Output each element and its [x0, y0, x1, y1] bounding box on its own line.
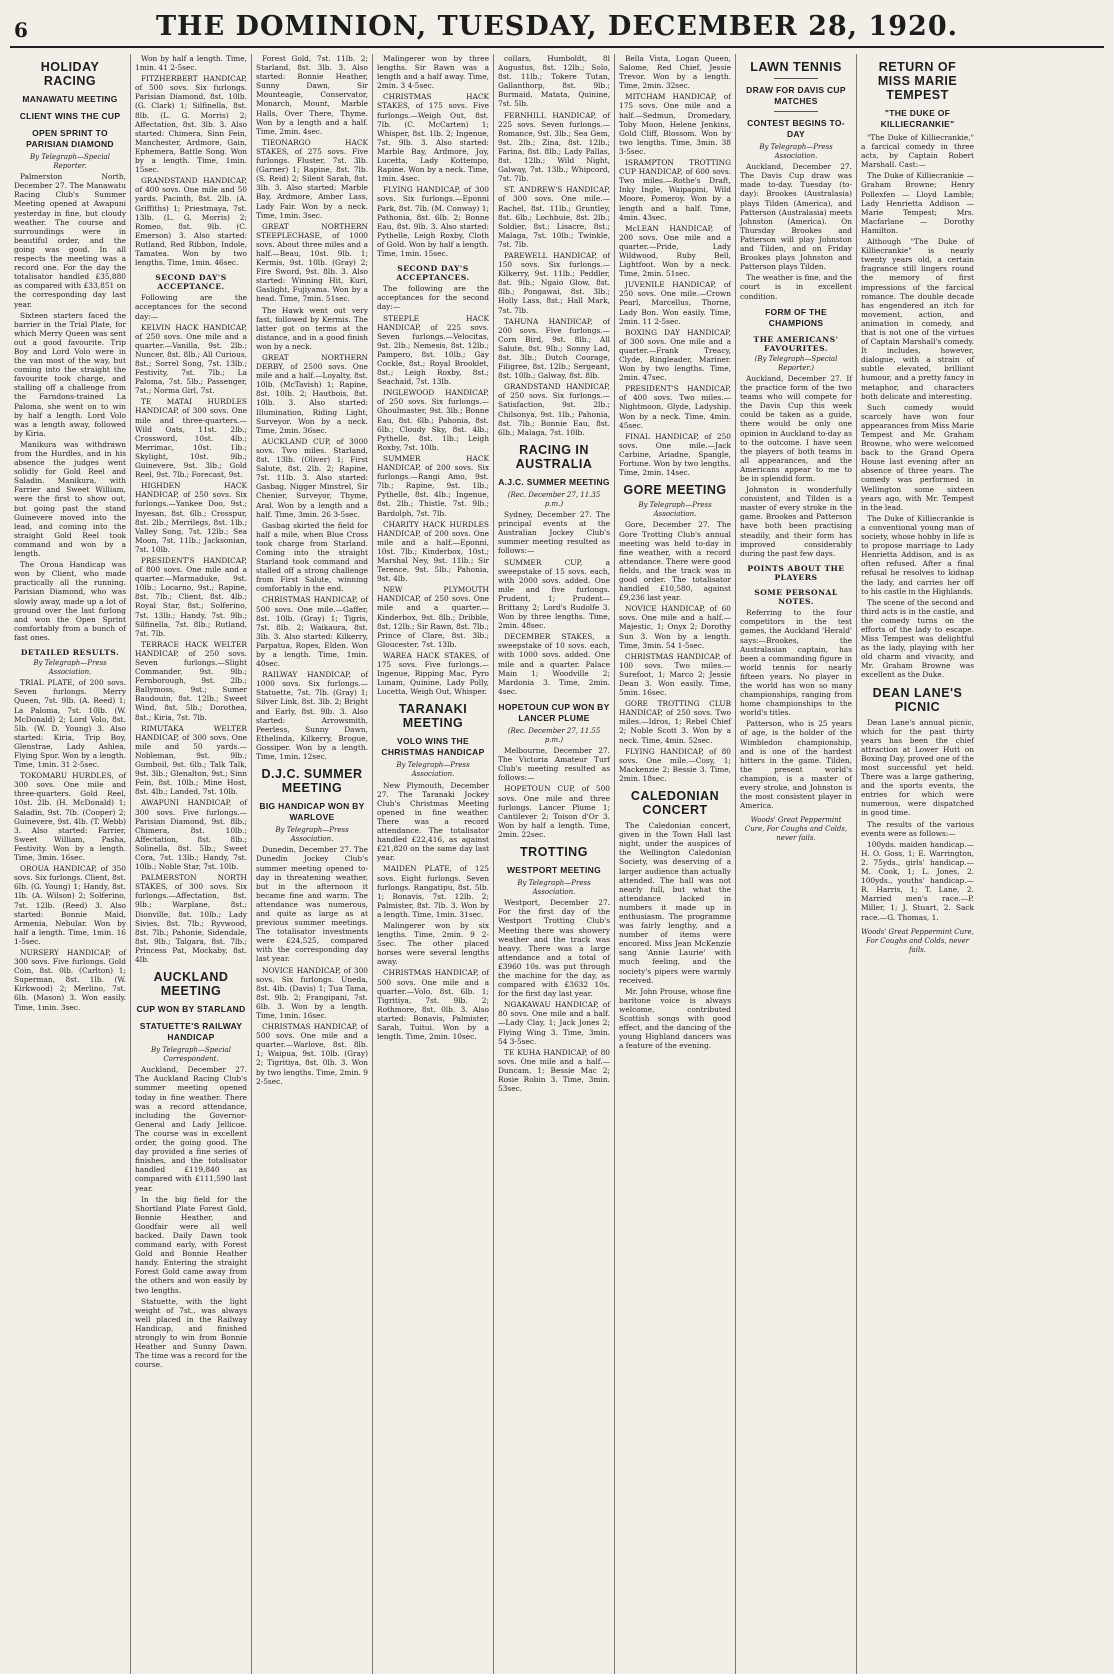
article-paragraph: McLEAN HANDICAP, of 200 sovs. One mile and a quarter.—Pride, Lady Wildwood, Ruby Bell, Lightfoot. Won by a neck. Time, 2min. 51sec. — [619, 223, 731, 279]
article-paragraph: Statuette, with the light weight of 7st., was always well placed in the Railway Handicap, and finished strongly to win from Bonnie Heather and Sunny Dawn. The time was a record for the course. — [135, 1296, 247, 1370]
article-paragraph: MITCHAM HANDICAP, of 175 sovs. One mile and a half.—Sedmun, Dromedary, Toby Moon, Helene Jenkins, Gold Cliff, Blossom. Won by two lengths. Time, 3min. 38 3-5sec. — [619, 92, 731, 156]
section-heading: SOME PERSONAL NOTES. — [754, 588, 838, 607]
section-heading: POINTS ABOUT THE PLAYERS — [747, 563, 845, 582]
byline: By Telegraph—Press Association. — [638, 501, 712, 519]
article-headline: RETURN OF MISS MARIE TEMPEST — [877, 60, 958, 102]
article-paragraph: The weather is fine, and the court is in excellent condition. — [740, 273, 852, 301]
article-subheadline: A.J.C. SUMMER MEETING — [498, 476, 610, 487]
byline: By Telegraph—Press Association. — [517, 879, 591, 897]
paper-title: THE DOMINION, TUESDAY, DECEMBER 28, 1920. — [155, 11, 959, 42]
article-subheadline: "THE DUKE OF KILLIECRANKIE" — [880, 108, 955, 129]
article-paragraph: Melbourne, December 27. The Victoria Amateur Turf Club's meeting resulted as follows:— — [498, 746, 610, 783]
article-paragraph: GRANDSTAND HANDICAP, of 250 sovs. Six furlongs.—Satisfaction, 9st. 2lb.; Chilsonya, 9st. 1lb.; Pahonia, 8st. 7lb.; Bonnie Eau, 8st. 6lb.; Malaga, 7st. 10lb. — [498, 382, 610, 437]
article-paragraph: BOXING DAY HANDICAP, of 300 sovs. One mile and a quarter.—Frank Treacy, Clyde, Ringleader, Mariner. Won by two lengths. Time, 2min. 47sec. — [619, 327, 731, 383]
article-paragraph: NURSERY HANDICAP, of 300 sovs. Five furlongs. Gold Coin, 8st. 0lb. (Carlton) 1; Superman, 8st. 1lb. (W. Kirkwood) 2; Merlino, 7st. 6lb. (Mason) 3. Won easily. Time, 1min. 3sec. — [14, 947, 126, 1012]
article-paragraph: The results of the various events were as follows:— — [861, 819, 974, 838]
page-number: 6 — [14, 18, 28, 42]
article-subheadline: WESTPORT MEETING — [506, 865, 602, 876]
article-subheadline: CONTEST BEGINS TO-DAY — [747, 118, 845, 139]
column-2 — [131, 54, 252, 1674]
article-subheadline: STATUETTE'S RAILWAY HANDICAP — [139, 1021, 243, 1043]
columns-container — [10, 54, 1104, 1674]
article-paragraph: FLYING HANDICAP, of 80 sovs. One mile.—Cosy, 1; Mackenzie 2; Bessie 3. Time, 2min. 18sec. — [619, 746, 731, 783]
article-paragraph: Auckland, December 27. If the practice form of the two teams who will compete for the Davis Cup this week could be taken as a guide, there would be only one opinion in Auckland to-day as to the outcome. I have seen the players of both teams in all appearances, and the Americans appear to me to be in splendid form. — [740, 373, 852, 483]
article-paragraph: Johnston is wonderfully consistent, and Tilden is a master of every stroke in the game. Brookes and Patterson have both been practising steadily, and their form has improved considerably during the past few days. — [740, 485, 852, 558]
article-paragraph: Mr. John Prouse, whose fine baritone voice is always welcome, contributed Scottish songs with good effect, and the dancing of the young Highland dancers was a feature of the evening. — [619, 986, 731, 1051]
article-paragraph: FITZHERBERT HANDICAP, of 500 sovs. Six furlongs. Parisian Diamond, 8st. 10lb. (G. Clark) 1; Silfinella, 8st. 8lb. (L. G. Morris) 2; Affectation, 8st. 3lb. 3. Also started: Chimera, Sinn Fein, Manchester, Ardmore, Gain, Ephemera, Battle Song. Won by a length. Time, 1min. 15sec. — [135, 74, 247, 175]
article-paragraph: STEEPLE HACK HANDICAP, of 225 sovs. Seven furlongs.—Velocitas, 9st. 2lb.; Nemesis, 8st. 12lb.; Pampero, 8st. 10lb.; Gay Cockle, 8st.; Royal Brooklet, 8st.; Leigh Roxby, 8st.; Seachaid, 7st. 13lb. — [377, 313, 489, 387]
article-paragraph: Won by half a length. Time, 1min. 41 2-5sec. — [135, 54, 247, 73]
article-headline: CALEDONIAN CONCERT — [630, 789, 720, 818]
article-paragraph: ISRAMPTON TROTTING CUP HANDICAP, of 600 sovs. Two miles.—Rothe's Draft, Inky Ingle, Waipapini, Wild Moore, Pomeroy. Won by a length and a half. Time, 4min. 43sec. — [619, 158, 731, 222]
article-paragraph: ST. ANDREW'S HANDICAP, of 300 sovs. One mile.—Rachel, 8st. 11lb.; Gruntley, 8st. 6lb.; Lochbuie, 8st. 2lb.; Soldier, 8st.; Lisacre, 8st.; Malaga, 7st. 10lb.; Twinkle, 7st. 7lb. — [498, 185, 610, 249]
article-headline: GORE MEETING — [623, 483, 727, 498]
article-paragraph: MAIDEN PLATE, of 125 sovs. Eight furlongs. Seven furlongs. Rangatipu, 8st. 5lb. 1; Bonavis, 7st. 12lb. 2; Palmister, 8st. 7lb. 3. Won by a length. Time, 1min. 31sec. — [377, 864, 489, 919]
article-paragraph: CHRISTMAS HANDICAP, of 500 sovs. One mile and a quarter.—Warlove, 8st. 8lb. 1; Waipua, 9st. 10lb. (Gray) 2; Tigritiya, 8st. 0lb. 3. Won by two lengths. Time, 2min. 9 2-5sec. — [256, 1022, 368, 1086]
article-paragraph: Sixteen starters faced the barrier in the Trial Plate, for which Merry Queen was sent out a good favourite. Trip Boy and Lord Volo were in the van most of the way, but coming into the straight the favourite took charge, and stalling off a challenge from the Farndons-trained La Paloma, she went on to win by half a length. Lord Volo was a length away, followed by Kiria. — [14, 310, 126, 438]
article-paragraph: The following are the acceptances for the second day:— — [377, 284, 489, 312]
article-subheadline: VOLO WINS THE CHRISTMAS HANDICAP — [381, 736, 485, 758]
article-paragraph: The Duke of Killiecrankie — Graham Browne; Henry Pollexfen — Lloyd Lamble; Lady Henrietta Addison — Marie Tempest; Mrs. Macfarlane — Dorothy Hamilton. — [861, 171, 974, 235]
article-paragraph: Gasbag skirted the field for half a mile, when Blue Cross took charge from Starland. Coming into the straight Starland took command and stalled off a strong challenge from First Salute, winning comfortably in the end. — [256, 520, 368, 594]
article-paragraph: Palmerston North, December 27. The Manawatu Racing Club's Summer Meeting opened at Awapuni yesterday in fine, but cloudy weather. The course and surroundings were in beautiful order, and the going was good. In all respects the meeting was a record one. For the day the totalisator handled £35,880 as compared with £33,851 on the corresponding day last year. — [14, 172, 126, 309]
column-7 — [736, 54, 857, 1674]
article-paragraph: Auckland, December 27. The Davis Cup draw was made to-day. Tuesday (to-day): Brookes (Australasia) plays Tilden (America), and Patterson (Australasia) meets Johnston (America). On Thursday Brookes and Patterson will play Johnston and Tilden, and on Friday Brookes plays Johnston and Patterson plays Tilden. — [740, 162, 852, 272]
byline: By Telegraph—Special Correspondent. — [151, 1046, 231, 1064]
column-1 — [10, 54, 131, 1674]
divider-rule — [774, 78, 819, 79]
article-paragraph: FINAL HANDICAP, of 250 sovs. One mile.—Jack Carbine, Ariadne, Spangle, Fortune. Won by two lengths. Time, 2min. 14sec. — [619, 431, 731, 478]
article-paragraph: GORE TROTTING CLUB HANDICAP, of 250 sovs. Two miles.—Idros, 1; Rebel Chief 2; Noble Scott 3. Won by a neck. Time, 4min. 52sec. — [619, 699, 731, 745]
divider-rule — [774, 111, 819, 112]
article-subheadline: OPEN SPRINT TO PARISIAN DIAMOND — [26, 128, 114, 149]
article-paragraph: PRESIDENT'S HANDICAP, of 400 sovs. Two miles.—Nightmoon, Glyde, Ladyship. Won by a neck. Time, 4min. 45sec. — [619, 384, 731, 430]
article-paragraph: RAILWAY HANDICAP, of 1000 sovs. Six furlongs.—Statuette, 7st. 7lb. (Gray) 1; Silver Link, 8st. 3lb. 2; Bright and Early, 8st. 9lb. 3. Also started: Arrowsmith, Peerless, Sunny Dawn, Ethelinda, Kilkerry, Brogue, Gossiper. Won by a length. Time, 1min. 12sec. — [256, 670, 368, 762]
article-paragraph: SUMMER CUP, a sweepstake of 15 sovs. each, with 2000 sovs. added. One mile and five furlongs. Prudent, 1; Prudent—Brittany 2; Lord's Rudolfe 3. Won by three lengths. Time, 2min. 48sec. — [498, 557, 610, 631]
article-paragraph: Referring to the four competitors in the test games, the Auckland 'Herald' says:—Brookes, the Australasian captain, has been a commanding figure in world tennis for nearly fifteen years. No player in the world has won so many championships, ranging from home championships to the world's titles. — [740, 608, 852, 718]
article-paragraph: Forest Gold, 7st. 11lb. 2; Starland, 8st. 3lb. 3. Also started: Bonnie Heather, Sunny Dawn, Sir Mounteagle, Conservator, Monarch, Mount, Marble Halls, Over There, Thyme. Won by a length and a half. Time, 2min. 4sec. — [256, 54, 368, 136]
byline: (By Telegraph—Special Reporter.) — [754, 354, 838, 372]
article-headline: D.J.C. SUMMER MEETING — [261, 767, 363, 796]
article-paragraph: TE MATAI HURDLES HANDICAP, of 300 sovs. One mile and three-quarters.—Wild Oats, 11st. 2lb.; Crossword, 10st. 4lb.; Merrimac, 10st. 1lb.; Skylight, 10st. 9lb.; Guinevere, 9st. 3lb.; Gold Reel, 9st. 7lb.; Forecast, 9st. — [135, 397, 247, 480]
article-paragraph: New Plymouth, December 27. The Taranaki Jockey Club's Christmas Meeting opened in fine weather. There was a record attendance. The totalisator handled £22,416, as against £21,820 on the same day last year. — [377, 780, 489, 863]
article-paragraph: The Caledonian concert, given in the Town Hall last night, under the auspices of the Wellington Caledonian Society, was deserving of a larger audience than actually attended. The hall was not nearly full, but what the attendance lacked in numbers it made up in enthusiasm. The programme was fairly lengthy, and a number of items were encored. Miss Jean McKenzie sang 'Annie Laurie' with much feeling, and the society's pipers were warmly received. — [619, 821, 731, 985]
article-paragraph: The Hawk went out very fast, followed by Kermis. The latter got on terms at the distance, and in a good finish won by a neck. — [256, 305, 368, 351]
article-subheadline: MANAWATU MEETING — [22, 94, 118, 104]
article-paragraph: CHRISTMAS HANDICAP, of 500 sovs. One mile.—Gaffer, 8st. 10lb. (Gray) 1; Tigris, 7st. 8lb. 2; Waikaura, 8st. 3lb. 3. Also started: Kilkerry, Parpatua, Ropes, Elden. Won by a length. Time, 1min. 40sec. — [256, 595, 368, 669]
article-paragraph: SUMMER HACK HANDICAP, of 200 sovs. Six furlongs.—Rangi Amo, 9st. 7lb.; Rapine, 9st. 1lb.; Pythelle, 8st. 4lb.; Ingenue, 8st. 2lb.; Thistle, 7st. 9lb.; Bardolph, 7st. 7lb. — [377, 453, 489, 518]
byline: By Telegraph—Press Association. — [396, 761, 470, 779]
article-headline: RACING IN AUSTRALIA — [515, 442, 593, 471]
article-subheadline: BIG HANDICAP WON BY WARLOVE — [259, 801, 365, 823]
article-paragraph: FERNHILL HANDICAP, of 225 sovs. Seven furlongs.—Romance, 9st. 3lb.; Sea Gem, 9st. 2lb.; Zina, 8st. 12lb.; Farina, 8st. 8lb.; Lady Pallas, 8st. 12lb.; Wild Night, Galway, 7st. 13lb.; Whipcord, 7st. 7lb. — [498, 110, 610, 184]
article-headline: TARANAKI MEETING — [398, 702, 468, 731]
article-paragraph: Although "The Duke of Killiecrankie" is nearly twenty years old, a certain fragrance still lingers round the memory of first impressions of the farcical romance. The double decade has engendered an itch for movement, action, and animation in comedy, and that is not one of the virtues of Captain Marshall's comedy. It includes, however, dialogue, with a strain of subtle elevated, brilliant humour, and a pretty fancy in metaphor, and characters both delicate and interesting. — [861, 237, 974, 401]
byline: (Rec. December 27, 11.55 p.m.) — [507, 726, 601, 744]
article-headline: TROTTING — [520, 845, 588, 860]
article-subheadline: DRAW FOR DAVIS CUP MATCHES — [746, 85, 846, 106]
article-paragraph: TOKOMARU HURDLES, of 300 sovs. One mile and three-quarters. Gold Reel, 10st. 2lb. (H. McDonald) 1; Saladin, 9st. 7lb. (Cooper) 2; Guinevere, 9st. 4lb. (T. Webb) 3. Also started: Farrier, Sweet William, Pasha, Festivity. Won by a length. Time, 3min. 16sec. — [14, 771, 126, 863]
article-paragraph: Dunedin, December 27. The Dunedin Jockey Club's summer meeting opened to-day in threatening weather, but in the afternoon it became fine and warm. The attendance was numerous, and quite as large as at previous summer meetings. The totalisator investments were £24,525, compared with the corresponding day last year. — [256, 845, 368, 964]
article-paragraph: CHRISTMAS HANDICAP, of 100 sovs. Two miles.—Surefoot, 1; Marco 2; Jessie Dean 3. Won easily. Time, 5min. 16sec. — [619, 651, 731, 698]
article-paragraph: GREAT NORTHERN STEEPLECHASE, of 1000 sovs. About three miles and a half.—Beau, 10st. 9lb. 1; Kermis, 9st. 10lb. (Gray) 2; Fire Sword, 9st. 8lb. 3. Also started: Winning Hit, Kuri, Gaslight, Fujiyama. Won by a head. Time, 7min. 51sec. — [256, 221, 368, 304]
byline: By Telegraph—Press Association. — [759, 143, 833, 161]
article-headline: HOLIDAY RACING — [40, 60, 100, 88]
column-6 — [615, 54, 736, 1674]
article-paragraph: NGAKAWAU HANDICAP, of 80 sovs. One mile and a half.—Lady Clay, 1; Jack Jones 2; Flying Wing 3. Time, 3min. 54 3-5sec. — [498, 1000, 610, 1046]
article-headline: LAWN TENNIS — [750, 60, 842, 74]
article-headline: DEAN LANE'S PICNIC — [872, 685, 963, 714]
article-paragraph: NEW PLYMOUTH HANDICAP, of 250 sovs. One mile and a quarter.—Kinderbox, 9st. 8lb.; Dribble, 8st. 12lb.; Sir Rawn, 8st. 7lb.; Prince of Clare, 8st. 3lb.; Gloucester, 7st. 13lb. — [377, 585, 489, 649]
article-paragraph: TRIAL PLATE, of 200 sovs. Seven furlongs. Merry Queen, 7st. 9lb. (A. Reed) 1; La Paloma, 7st. 10lb. (W. McDonald) 2; Lord Volo, 8st. 5lb. (W. D. Young) 3. Also started: Kiria, Trip Boy, Glenstrae, Lady Ashlea, Flying Spur. Won by a length. Time, 1min. 31 2-5sec. — [14, 678, 126, 770]
article-paragraph: CHRISTMAS HACK STAKES, of 175 sovs. Five furlongs.—Weigh Out, 8st. 7lb. (C. McCarten) 1; Whisper, 8st. 1lb. 2; Ingenue, 7st. 9lb. 3. Also started: Marble Bay, Ardmore, Joy, Lucetta, Lady Kottempo, Rapine. Won by a neck. Time, 1min. 4sec. — [377, 92, 489, 184]
article-paragraph: DECEMBER STAKES, a sweepstake of 10 sovs. each, with 1000 sovs. added. One mile and a quarter. Palace Main 1; Woodville 2; Mardonia 3. Time, 2min. 4sec. — [498, 632, 610, 696]
article-paragraph: Patterson, who is 25 years of age, is the holder of the Wimbledon championship, and is one of the hardest hitters in the game. Tilden, the present world's champion, is a master of every stroke, and Johnston is the most consistent player in America. — [740, 719, 852, 811]
article-paragraph: AWAPUNI HANDICAP, of 300 sovs. Five furlongs.—Parisian Diamond, 9st. 8lb.; Chimera, 8st. 10lb.; Affectation, 8st. 8lb.; Solinella, 8st. 5lb.; Sweet Cora, 7st. 13lb.; Handy, 7st. 10lb.; Noble Star, 7st. 10lb. — [135, 798, 247, 872]
article-paragraph: Auckland, December 27. The Auckland Racing Club's summer meeting opened today in fine weather. There was a record attendance, including the Governor-General and Lady Jellicoe. The course was in excellent order, the going good. The day provided a fine series of finishes, and the totalisator handled £119,840 as compared with £111,590 last year. — [135, 1065, 247, 1193]
column-3 — [252, 54, 373, 1674]
article-paragraph: GREAT NORTHERN DERBY, of 2500 sovs. One mile and a half.—Loyalty, 8st. 10lb. (McTavish) 1; Rapine, 8st. 10lb. 2; Hautbois, 8st. 10lb. 3. Also started: Illumination, Riding Light, Surveyor. Won by a neck. Time, 2min. 36sec. — [256, 353, 368, 435]
advertisement: Woods' Great Peppermint Cure, For Coughs and Colds, never fails. — [744, 816, 848, 843]
article-paragraph: Westport, December 27. For the first day of the Westport Trotting Club's Meeting there was showery weather and the track was heavy. There was a large attendance and a total of £3960 10s. was put through the machine for the day, as compared with £3632 10s. for the first day last year. — [498, 898, 610, 999]
article-paragraph: NOVICE HANDICAP, of 60 sovs. One mile and a half.—Majestic, 1; Onyx 2; Dorothy Sun 3. Won by a length. Time, 3min. 54 1-5sec. — [619, 604, 731, 650]
section-heading: THE AMERICANS' FAVOURITES. — [753, 334, 839, 353]
article-paragraph: The Oroua Handicap was won by Client, who made practically all the running. Parisian Diamond, who was slowly away, made up a lot of ground over the last furlong and won the Open Sprint comfortably from a bunch of fast ones. — [14, 560, 126, 642]
article-paragraph: In the big field for the Shortland Plate Forest Gold, Bonnie Heather, and Goodfair were all well backed. Daily Dawn took command early, with Forest Gold and Bonnie Heather handy. Entering the straight Forest Gold came away from the others and won easily by two lengths. — [135, 1194, 247, 1295]
byline: By Telegraph—Special Reporter. — [30, 153, 110, 171]
article-paragraph: PAREWELL HANDICAP, of 150 sovs. Six furlongs.—Kilkerry, 9st. 11lb.; Peddler, 8st. 9lb.; Ngaio Glow, 8st. 8lb.; Pongawai, 8st. 3lb.; Holly Lass, 8st.; Hall Mark, 7st. 7lb. — [498, 250, 610, 315]
article-paragraph: TERRACE HACK WELTER HANDICAP, of 250 sovs. Seven furlongs.—Slight Commander, 9st. 9lb.; Fernborough, 9st. 2lb.; Ballymoss, 9st.; Sumer Baudouin, 8st. 12lb.; Sweet Wind, 8st. 5lb.; Dorothea, 8st.; Kiria, 7st. 7lb. — [135, 639, 247, 722]
article-paragraph: Sydney, December 27. The principal events at the Australian Jockey Club's summer meeting resulted as follows:— — [498, 510, 610, 556]
byline: By Telegraph—Press Association. — [33, 659, 107, 677]
column-5 — [494, 54, 615, 1674]
article-paragraph: GRANDSTAND HANDICAP, of 400 sovs. One mile and 50 yards. Pacinth, 8st. 2lb. (A. Griffiths) 1; Priestmaya, 7st. 13lb. (L. G. Morris) 2; Romeo, 8st. 9lb. (C. Emerson) 3. Also started: Rutland, Red Ribbon, Indole, Tamatea. Won by two lengths. Time, 1min. 46sec. — [135, 176, 247, 268]
article-paragraph: Such comedy would scarcely have won four appearances from Miss Marie Tempest and Mr. Graham Browne, who were welcomed back to the Grand Opera House last evening after an absence of three years. The comedy was performed in Wellington some sixteen years ago, with Mr. Tempest in the lead. — [861, 402, 974, 512]
article-subheadline: CUP WON BY STARLAND — [136, 1004, 246, 1015]
masthead — [10, 6, 1104, 48]
article-paragraph: CHARITY HACK HURDLES HANDICAP, of 200 sovs. One mile and a half.—Eponni, 10st. 7lb.; Kinderbox, 10st.; Marshal Ney, 9st. 11lb.; Sir Terence, 9st. 5lb.; Pahonia, 9st. 4lb. — [377, 519, 489, 584]
article-paragraph: AUCKLAND CUP, of 3000 sovs. Two miles. Starland, 8st. 13lb. (Oliver) 1; First Salute, 8st. 2lb. 2; Rapine, 7st. 11lb. 3. Also started: Gasbag, Nigger Minstrel, Sir Chenier, Surveyor, Thyme, Aral. Won by a length and a half. Time, 3min. 26 3-5sec. — [256, 436, 368, 519]
byline: By Telegraph—Press Association. — [275, 826, 349, 844]
article-subheadline: CLIENT WINS THE CUP — [19, 111, 121, 121]
article-paragraph: TIEONARGO HACK STAKES, of 275 sovs. Five furlongs. Fluster, 7st. 3lb. (Garner) 1; Rapine, 8st. 7lb. (S. Reid) 2; Silent Sarah, 8st. 3lb. 3. Also started: Marble Bay, Ardmore, Amber Lass, Lady Fair. Won by a neck. Time, 1min. 3sec. — [256, 137, 368, 220]
article-paragraph: Bella Vista, Logan Queen, Salome, Red Chief, Jessie Trevor. Won by a length. Time, 2min. 32sec. — [619, 54, 731, 91]
article-paragraph: WAREA HACK STAKES, of 175 sovs. Five furlongs.—Ingenue, Ripping Mac, Pyro Lunam, Quinine, Lady Polly, Lucetta, Weigh Out, Whisper. — [377, 650, 489, 697]
article-paragraph: Gore, December 27. The Gore Trotting Club's annual meeting was held to-day in fine weather, with a record attendance. There were good fields, and the track was in good order. The totalisator handled £10,580, against £9,236 last year. — [619, 520, 731, 603]
article-paragraph: KELVIN HACK HANDICAP, of 250 sovs. One mile and a quarter.—Vanilla, 9st. 2lb.; Nuncer, 8st. 8lb.; All Curious, 8st.; Sorrel Song, 7st. 13lb.; Festivity, 7st. 7lb.; La Paloma, 7st. 5lb.; Passenger, 7st.; Norma Girl, 7st. — [135, 322, 247, 396]
byline: (Rec. December 27, 11.35 p.m.) — [507, 490, 601, 508]
column-8 — [857, 54, 978, 1674]
article-subheadline: FORM OF THE CHAMPIONS — [765, 306, 827, 328]
article-paragraph: The scene of the second and third acts is in the castle, and the comedy turns on the efforts of the lady to escape. Miss Tempest was delightful as the lady, playing with her old charm and vivacity, and Mr. Graham Browne was excellent as the Duke. — [861, 597, 974, 680]
article-paragraph: CHRISTMAS HANDICAP, of 500 sovs. One mile and a quarter.—Volo, 8st. 6lb. 1; Tigritiya, 7st. 9lb. 2; Rothmore, 8st. 0lb. 3. Also started: Bonavis, Palmister, Sarah, Tuitui. Won by a length. Time, 2min. 10sec. — [377, 968, 489, 1042]
article-paragraph: INGLEWOOD HANDICAP, of 250 sovs. Six furlongs.—Ghoulmaster, 9st. 3lb.; Bonne Eau, 8st. 6lb.; Pahonia, 8st. 6lb.; Cloudy Sky, 8st. 4lb.; Pythelle, 8st. 1lb.; Leigh Roxby, 7st. 10lb. — [377, 388, 489, 452]
article-paragraph: TAHUNA HANDICAP, of 200 sovs. Five furlongs.—Corn Bird, 9st. 8lb.; All Salute, 8st. 9lb.; Sonny Lad, 8st. 3lb.; Dutch Courage, Filigree, 8st. 12lb.; Sergeant, 8st. 10lb.; Galway, 8st. 8lb. — [498, 316, 610, 381]
article-paragraph: Following are the acceptances for the second day:— — [135, 293, 247, 321]
article-paragraph: JUVENILE HANDICAP, of 250 sovs. One mile.—Crown Pearl, Marcellus, Thorne, Lady Bon. Won easily. Time, 2min. 11 2-5sec. — [619, 280, 731, 326]
article-paragraph: PRESIDENT'S HANDICAP, of 800 sovs. One mile and a quarter.—Marmaduke, 9st. 10lb.; Locarno, 9st.; Rapine, 8st. 7lb.; Client, 8st. 4lb.; Royal Star, 8st.; Solferino, 7st. 13lb.; Handy, 7st. 9lb.; Silfinella, 7st. 8lb.; Rutland, 7st. 7lb. — [135, 555, 247, 638]
article-paragraph: HIGHDEN HACK HANDICAP, of 250 sovs. Six furlongs.—Yankee Doo, 9st.; Inyesan, 8st. 6lb.; Crosspur, 8st. 2lb.; Merrilegs, 8st. 1lb.; Valley Song, 7st. 12lb.; Sea Moon, 7st. 11lb.; Jacksonian, 7st. 10lb. — [135, 481, 247, 554]
article-paragraph: Dean Lane's annual picnic, which for the past thirty years has been the chief attraction at Lower Hutt on Boxing Day, proved one of the most successful yet held. There was a large gathering, and the sports events, the entries for which were numerous, were dispatched in good time. — [861, 717, 974, 818]
article-paragraph: TE KUHA HANDICAP, of 80 sovs. One mile and a half.—Duncam, 1; Bessie Mac 2; Rosie Robin 3. Time, 3min. 53sec. — [498, 1047, 610, 1094]
article-paragraph: Malingerer won by six lengths. Time, 2min. 9 2-5sec. The other placed horses were several lengths away. — [377, 920, 489, 967]
section-heading: DETAILED RESULTS. — [20, 647, 120, 657]
article-paragraph: collars, Humboldt, 8l Augustus, 8st. 12lb.; Solo, 8st. 11lb.; Tokere Tutan, Gallanthorp, 8st. 9lb.; Burmaid, Matata, Quinine, 7st. 5lb. — [498, 54, 610, 109]
section-heading: SECOND DAY'S ACCEPTANCE. — [155, 273, 227, 292]
article-paragraph: "The Duke of Killiecrankie," a farcical comedy in three acts, by Captain Robert Marshall. Cast:— — [861, 133, 974, 170]
article-paragraph: HOPETOUN CUP, of 500 sovs. One mile and three furlongs. Lancer Plume 1; Cantilever 2; Toison d'Or 3. Won by half a length. Time, 2min. 22sec. — [498, 784, 610, 839]
column-4 — [373, 54, 494, 1674]
article-paragraph: PALMERSTON NORTH STAKES, of 300 sovs. Six furlongs.—Affectation, 8st. 9lb.; Warplane, 8st.; Dionville, 8st. 10lb.; Lady Sivies, 8st. 7lb.; Ryvwood, 8st. 7lb.; Pahonie, Sidendale, 8st. 9lb.; Talgara, 8st. 7lb.; Princess Pat, Mockaby, 8st. 4lb. — [135, 873, 247, 964]
article-paragraph: 100yds. maiden handicap.—H. O. Goss, 1; E. Warrington, 2. 75yds., girls' handicap.—M. Cook, 1; L. Jones, 2. 100yds., youths' handicap.—R. Harris, 1; T. Lane, 2. Married men's race.—P. Miller, 1; J. Stuart, 2. Sack race.—G. Thomas, 1. — [861, 839, 974, 922]
advertisement: Woods' Great Peppermint Cure, For Coughs and Colds, never fails. — [861, 927, 974, 954]
article-paragraph: RIMUTAKA WELTER HANDICAP, of 300 sovs. One mile and 50 yards.—Nobleman, 9st. 9lb.; Gumboil, 9st. 6lb.; Talk Talk, 9st. 3lb.; Glenalton, 9st.; Sinn Fein, 8st. 10lb.; Mine Host, 8st. 4lb.; Landed, 7st. 10lb. — [135, 723, 247, 797]
article-paragraph: Manikura was withdrawn from the Hurdles, and in his absence the judges went solidly for Gold Reel and Saladin. Manikura, with Farrier and Sweet William, were the first to show out, but going past the stand Guinevere moved into the lead, and coming into the straight Gold Reel took command and won by a length. — [14, 439, 126, 559]
article-paragraph: The Duke of Killiecrankie is a conventional young man of society, whose hobby in life is to propose marriage to Lady Henrietta Addison, and is as often refused. After a final refusal he resolves to kidnap the lady, and carries her off to his castle in the Highlands. — [861, 513, 974, 596]
article-subheadline: HOPETOUN CUP WON BY LANCER PLUME — [498, 701, 610, 723]
article-paragraph: OROUA HANDICAP, of 350 sovs. Six furlongs. Client, 8st. 6lb. (G. Young) 1; Handy, 8st. 1lb. (A. Wilson) 2; Solferino, 7st. 12lb. (Reed) 3. Also started: Bonnie Maid, Armenia, Nebular. Won by half a length. Time, 1min. 16 1-5sec. — [14, 864, 126, 946]
section-heading: SECOND DAY'S ACCEPTANCES. — [396, 264, 470, 283]
article-paragraph: FLYING HANDICAP, of 300 sovs. Six furlongs.—Eponni Park, 8st. 7lb. (M. Conway) 1; Pathonia, 8st. 6lb. 2; Bonne Eau, 8st. 9lb. 3. Also started: Pythelle, Leigh Roxby, Cloth of Gold. Won by half a length. Time, 1min. 15sec. — [377, 185, 489, 258]
article-paragraph: NOVICE HANDICAP, of 300 sovs. Six furlongs. Uneda, 8st. 4lb. (Davis) 1; Tua Tama, 8st. 9lb. 2; Frangipani, 7st. 6lb. 3. Won by a length. Time, 1min. 16sec. — [256, 965, 368, 1020]
article-paragraph: Malingerer won by three lengths. Sir Rawn was a length and a half away. Time, 2min. 3 4-5sec. — [377, 54, 489, 91]
article-headline: AUCKLAND MEETING — [153, 970, 229, 999]
